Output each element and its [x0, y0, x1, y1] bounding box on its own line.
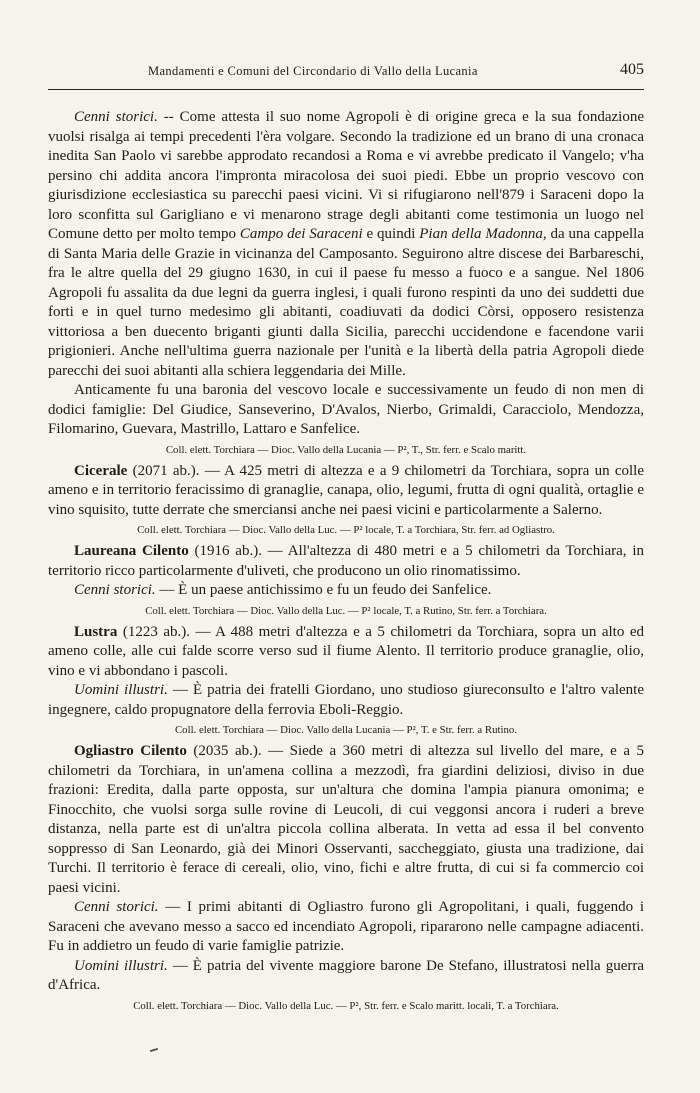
place-name: Pian della Madonna — [419, 226, 543, 242]
paragraph-text: — È patria del vivente maggiore barone De Stefano, illustratosi nella guerra d'Africa. — [48, 957, 644, 993]
page-header — [48, 0, 644, 90]
paragraph-text: — È un paese antichissimo e fu un feudo dei Sanfelice. — [155, 582, 492, 598]
electoral-college-line: Coll. elett. Torchiara — Dioc. Vallo della Luc. — P², Str. ferr. e Scalo maritt. locali, T. a Torchiara. — [133, 999, 559, 1012]
header-rule — [48, 89, 644, 90]
paragraph-text: (2035 ab.). — Siede a 360 metri di altezza sul livello del mare, e a 5 chilometri da Torchiara, in un'amena collina a mezzodì, fra giardini deliziosi, diviso in due frazioni: Eredita, dalla parte opposta, sur un'altura che domina l'ampia pianura omonima; e Finocchito, che vuolsi sorga sulle rovine di Leucoli, di cui veggonsi ancora i ruderi a breve distanza, nella parte est di un'altra piccola collina alberata. In vetta ad essa il bel convento soppresso di San Leonardo, già dei Minori Osservanti, saccheggiato, giusta una tradizione, dai Turchi. Il territorio è ferace di cereali, olio, vino, fichi e altre frutta, di cui si fa commercio coi paesi vicini. — [48, 743, 644, 896]
commune-name: Cicerale — [74, 462, 128, 479]
electoral-college-line: Coll. elett. Torchiara — Dioc. Vallo della Lucania — P², T., Str. ferr. e Scalo maritt. — [165, 443, 527, 456]
laureana-history-paragraph — [48, 581, 644, 601]
section-lead: Uomini illustri. — [74, 682, 168, 698]
ogliastro-history-paragraph — [48, 898, 644, 957]
ogliastro-entry — [48, 742, 644, 898]
lustra-people-paragraph — [48, 681, 644, 720]
agropoli-barony-paragraph: Anticamente fu una baronia del vescovo locale e successivamente un feudo di non men di dodici famiglie: Del Giudice, Sanseverino, D'Avalos, Nierbo, Grimaldi, Caracciolo, Mendozza, Filomarino, Guevara, Mastrillo, Lattaro e Sanfelice. — [48, 382, 644, 437]
laureana-entry — [48, 542, 644, 581]
electoral-college-line: Coll. elett. Torchiara — Dioc. Vallo della Luc. — P² locale, T. a Torchiara, Str. ferr. ad Ogliastro. — [137, 524, 555, 536]
paragraph-text: — I primi abitanti di Ogliastro furono gli Agropolitani, i quali, fuggendo i Saraceni che avevano messo a sacco ed incendiato Agropoli, ripararono nelle campagne adiacenti. Fu in addietro un feudo di varie famiglie patrizie. — [48, 899, 644, 954]
commune-name: Ogliastro Cilento — [74, 743, 187, 759]
agropoli-history-paragraph — [48, 108, 644, 381]
ink-mark — [150, 1048, 158, 1052]
cicerale-entry — [48, 462, 644, 521]
commune-name: Lustra — [74, 623, 118, 640]
section-lead: Uomini illustri. — [74, 957, 168, 974]
section-lead: Cenni storici. — [74, 109, 158, 125]
running-title: Mandamenti e Comuni del Circondario di Vallo della Lucania — [148, 64, 478, 78]
page-body — [48, 90, 644, 1013]
paragraph-text: (2071 ab.). — A 425 metri di altezza e a 9 chilometri da Torchiara, sopra un colle ameno e in territorio feracissimo di granaglie, canapa, olio, legumi, frutta di ogni qualità, ortaglie e vino squisito, tutte derrate che smerciansi anche nei paesi vicini e particolarmente a Salerno. — [48, 462, 644, 518]
paragraph-text: -- Come attesta il suo nome Agropoli è di origine greca e la sua fondazione vuolsi risalga ai tempi precedenti l'èra volgare. Secondo la tradizione ed un brano di una cronaca inedita San Paolo vi sarebbe approdato recandosi a Roma e vi avrebbe predicato il Vangelo; v'ha persino chi addita ancora l'impronta miracolosa dei suoi piedi. Ebbe un proprio vescovo con giurisdizione ecclesiastica su parecchi paesi vicini. Vi si rifugiarono nell'879 i Saraceni dopo la loro sconfitta sul Garigliano e vi menarono strage degli abitanti come testimonia un luogo nel Comune detto per molto tempo — [48, 109, 644, 242]
lustra-entry — [48, 623, 644, 682]
ogliastro-people-paragraph — [48, 957, 644, 996]
electoral-college-line: Coll. elett. Torchiara — Dioc. Vallo della Luc. — P² locale, T. a Rutino, Str. ferr. a Torchiara. — [145, 604, 547, 617]
paragraph-text: (1223 ab.). — A 488 metri d'altezza e a 5 chilometri da Torchiara, sopra un alto ed ameno colle, alle cui falde scorre verso sud il fiume Alento. Il territorio produce granaglie, olio, vino e vi abbondano i pascoli. — [48, 623, 644, 679]
place-name: Campo dei Saraceni — [239, 226, 363, 242]
electoral-college-line: Coll. elett. Torchiara — Dioc. Vallo della Lucania — P², T. e Str. ferr. a Rutino. — [174, 724, 517, 736]
commune-name: Laureana Cilento — [74, 543, 189, 559]
page-number: 405 — [620, 61, 644, 78]
section-lead: Cenni storici. — [74, 899, 159, 915]
section-lead: Cenni storici. — [74, 582, 156, 598]
paragraph-text: , da una cappella di Santa Maria delle Grazie in vicinanza del Camposanto. Seguirono altre discese dei Barbareschi, fra le altre quella del 29 giugno 1630, in cui il paese fu messo a fuoco e a sangue. Nel 1806 Agropoli fu assalita da due legni da guerra inglesi, i quali furono respinti da uno dei suddetti due forti e in quel turno medesimo gli abitanti, coadiuvati da dodici Còrsi, opposero resistenza vittoriosa a ben duecento briganti giunti dalla Sicilia, parecchi uccidendone e facendone varii prigionieri. Anche nell'ultima guerra nazionale per l'unità e la libertà della patria Agropoli diede parecchi dei suoi abitanti alla schiera leggendaria dei Mille. — [48, 226, 645, 379]
paragraph-text: — È patria dei fratelli Giordano, uno studioso giureconsulto e l'altro valente ingegnere, caldo propugnatore della ferrovia Eboli-Reggio. — [48, 682, 645, 718]
paragraph-text: (1916 ab.). — All'altezza di 480 metri e a 5 chilometri da Torchiara, in territorio ricco particolarmente d'uliveti, che producono un olio rinomatissimo. — [48, 543, 644, 579]
paragraph-text: e quindi — [362, 226, 420, 242]
